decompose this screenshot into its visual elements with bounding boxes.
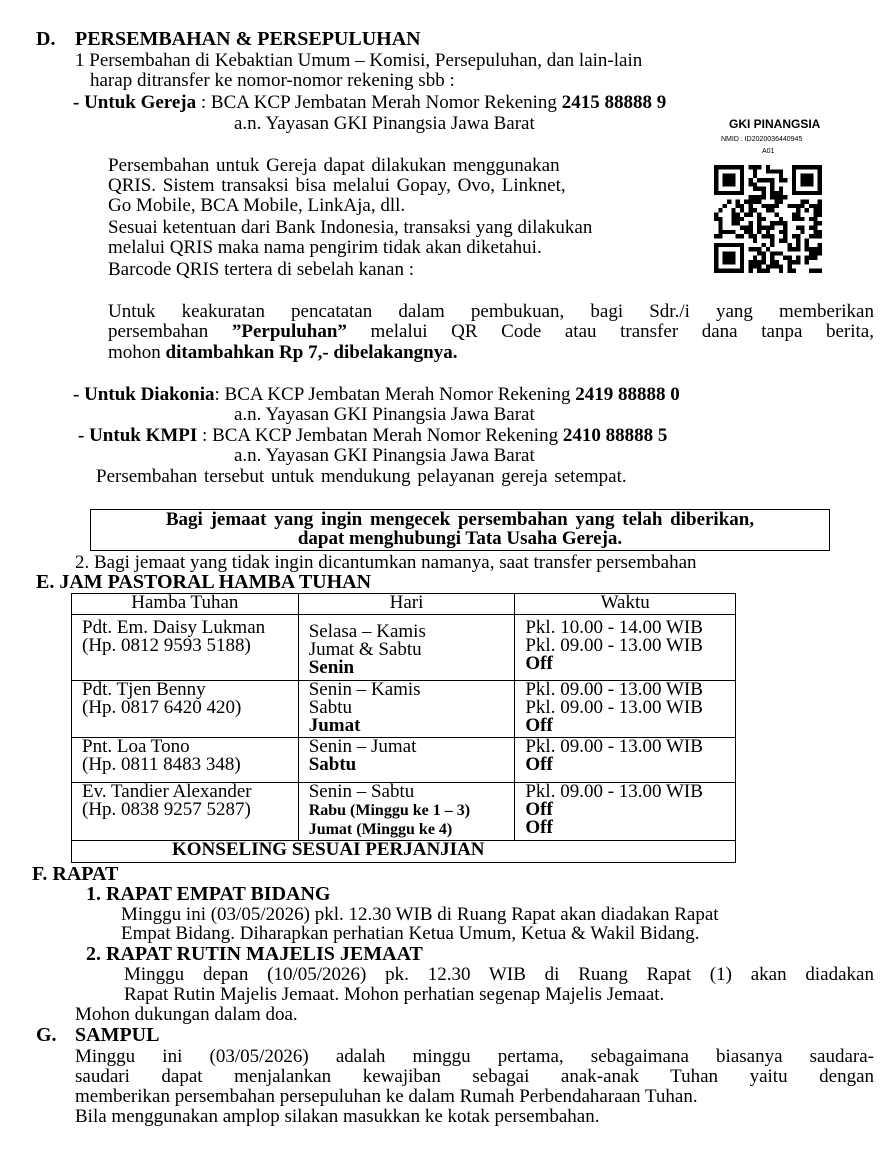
pastor-phone: (Hp. 0838 9257 5287) (82, 799, 251, 820)
point-2-anonymous: 2. Bagi jemaat yang tidak ingin dicantumkan namanya, saat transfer persembahan (75, 552, 697, 573)
pastoral-hours-table (71, 593, 736, 863)
pastor-name: Pdt. Em. Daisy Lukman (82, 617, 266, 638)
sampul-line-1: Minggu ini (03/05/2026) adalah minggu pertama, sebagaimana biasanya saudara- (75, 1046, 874, 1067)
section-f-title: F. RAPAT (32, 863, 119, 885)
day-entry: Sabtu (308, 697, 352, 718)
qris-line-4: Sesuai ketentuan dari Bank Indonesia, transaksi yang dilakukan (108, 217, 593, 238)
times-cell (515, 738, 736, 783)
qr-matrix (707, 165, 829, 273)
day-entry: Jumat & Sabtu (308, 639, 422, 660)
qr-terminal-code: A01 (762, 148, 775, 155)
sampul-line-4: Bila menggunakan amplop silakan masukkan ke kotak persembahan. (75, 1106, 600, 1127)
qris-qr-code (707, 117, 839, 275)
rapat-item-1-line-1: Minggu ini (03/05/2026) pkl. 12.30 WIB di Ruang Rapat akan diadakan Rapat (121, 904, 719, 925)
rapat-item-1-line-2: Empat Bidang. Diharapkan perhatian Ketua Umum, Ketua & Wakil Bidang. (121, 923, 700, 944)
accuracy-line-3 (108, 343, 458, 362)
check-offering-notice (90, 509, 830, 551)
diakonia-account-name: a.n. Yayasan GKI Pinangsia Jawa Barat (234, 404, 535, 425)
table-row (72, 615, 736, 681)
day-entry: Senin (308, 657, 355, 678)
rapat-item-2-line-2: Rapat Rutin Majelis Jemaat. Mohon perhatian segenap Majelis Jemaat. (124, 984, 665, 1005)
pastor-cell (72, 615, 299, 681)
times-cell (515, 783, 736, 841)
kmpi-label: - Untuk KMPI (78, 425, 198, 446)
time-entry: Pkl. 10.00 - 14.00 WIB (525, 617, 703, 638)
day-entry: Jumat (Minggu ke 4) (308, 821, 453, 838)
day-entry: Senin – Kamis (308, 679, 421, 700)
pastor-name: Pnt. Loa Tono (82, 736, 190, 757)
section-g-title: SAMPUL (75, 1024, 160, 1046)
pastor-cell (72, 783, 299, 841)
col-header-hamba: Hamba Tuhan (72, 594, 299, 615)
gereja-text: : BCA KCP Jembatan Merah Nomor Rekening (196, 92, 562, 113)
kmpi-account-line (78, 426, 667, 445)
rapat-item-1-title: 1. RAPAT EMPAT BIDANG (86, 883, 331, 905)
section-d-letter: D. (36, 28, 56, 50)
diakonia-account-line (73, 385, 680, 404)
accuracy-text-a: persembahan (108, 321, 232, 342)
pastor-cell (72, 738, 299, 783)
diakonia-label: - Untuk Diakonia (73, 384, 215, 405)
time-entry: Off (525, 817, 553, 838)
gereja-account-line (73, 93, 666, 112)
qris-line-5: melalui QRIS maka nama pengirim tidak akan diketahui. (108, 237, 542, 258)
perpuluhan-term: ”Perpuluhan” (231, 321, 347, 342)
time-entry: Off (525, 715, 553, 736)
sampul-line-3: memberikan persembahan persepuluhan ke dalam Rumah Perbendaharaan Tuhan. (75, 1086, 698, 1107)
table-row (72, 783, 736, 841)
notice-line-2: dapat menghubungi Tata Usaha Gereja. (297, 528, 623, 549)
day-entry: Senin – Sabtu (308, 781, 415, 802)
qris-line-2: QRIS. Sistem transaksi bisa melalui Gopay, Ovo, Linknet, (108, 175, 566, 196)
table-row (72, 681, 736, 738)
accuracy-mohon: mohon (108, 342, 166, 363)
notice-line-1: Bagi jemaat yang ingin mengecek persembahan yang telah diberikan, (165, 509, 755, 530)
qris-line-3: Go Mobile, BCA Mobile, LinkAja, dll. (108, 195, 406, 216)
accuracy-addition-note: ditambahkan Rp 7,- dibelakangnya. (165, 342, 458, 363)
support-line: Persembahan tersebut untuk mendukung pelayanan gereja setempat. (96, 466, 627, 487)
time-entry: Off (525, 653, 553, 674)
pastor-phone: (Hp. 0812 9593 5188) (82, 635, 251, 656)
qris-line-6: Barcode QRIS tertera di sebelah kanan : (108, 259, 414, 280)
accuracy-line-2 (108, 322, 874, 341)
time-entry: Pkl. 09.00 - 13.00 WIB (525, 679, 703, 700)
section-d-title: PERSEMBAHAN & PERSEPULUHAN (75, 28, 421, 50)
kmpi-account-name: a.n. Yayasan GKI Pinangsia Jawa Barat (234, 445, 535, 466)
rapat-item-2-title: 2. RAPAT RUTIN MAJELIS JEMAAT (86, 943, 423, 965)
pastor-phone: (Hp. 0817 6420 420) (82, 697, 242, 718)
gereja-label: - Untuk Gereja (73, 92, 197, 113)
qris-line-1: Persembahan untuk Gereja dapat dilakukan menggunakan (108, 155, 560, 176)
pastor-phone: (Hp. 0811 8483 348) (82, 754, 241, 775)
accuracy-text-c: melalui QR Code atau transfer dana tanpa berita, (346, 321, 874, 342)
col-header-waktu: Waktu (515, 594, 736, 615)
section-d-intro1: 1 Persembahan di Kebaktian Umum – Komisi, Persepuluhan, dan lain-lain (75, 50, 643, 71)
section-g-letter: G. (36, 1024, 57, 1046)
section-e-title: E. JAM PASTORAL HAMBA TUHAN (36, 571, 372, 593)
time-entry: Pkl. 09.00 - 13.00 WIB (525, 697, 703, 718)
gereja-account-number: 2415 88888 9 (561, 92, 667, 113)
day-entry: Rabu (Minggu ke 1 – 3) (308, 802, 471, 819)
time-entry: Off (525, 754, 553, 775)
accuracy-line-1: Untuk keakuratan pencatatan dalam pembukuan, bagi Sdr./i yang memberikan (108, 301, 874, 322)
rapat-closing: Mohon dukungan dalam doa. (75, 1004, 298, 1025)
time-entry: Pkl. 09.00 - 13.00 WIB (525, 736, 703, 757)
table-row (72, 738, 736, 783)
days-cell (298, 615, 515, 681)
diakonia-account-number: 2419 88888 0 (575, 384, 680, 405)
section-d-intro2: harap ditransfer ke nomor-nomor rekening sbb : (90, 70, 455, 91)
kmpi-account-number: 2410 88888 5 (562, 425, 668, 446)
qr-nmid: NMID : ID2020036440945 (721, 136, 803, 143)
times-cell (515, 681, 736, 738)
sampul-line-2: saudari dapat menjalankan kewajiban sebagai anak-anak Tuhan yaitu dengan (75, 1066, 874, 1087)
table-footer-row (72, 841, 736, 863)
time-entry: Off (525, 799, 553, 820)
day-entry: Senin – Jumat (308, 736, 417, 757)
counseling-note: KONSELING SESUAI PERJANJIAN (72, 841, 736, 863)
day-entry: Jumat (308, 715, 361, 736)
pastor-name: Ev. Tandier Alexander (82, 781, 252, 802)
time-entry: Pkl. 09.00 - 13.00 WIB (525, 635, 703, 656)
day-entry: Sabtu (308, 754, 357, 775)
kmpi-text: : BCA KCP Jembatan Merah Nomor Rekening (197, 425, 563, 446)
days-cell (298, 681, 515, 738)
qr-merchant-name: GKI PINANGSIA (729, 117, 821, 131)
times-cell (515, 615, 736, 681)
time-entry: Pkl. 09.00 - 13.00 WIB (525, 781, 703, 802)
day-entry: Selasa – Kamis (308, 621, 426, 642)
days-cell (298, 738, 515, 783)
rapat-item-2-line-1: Minggu depan (10/05/2026) pk. 12.30 WIB di Ruang Rapat (1) akan diadakan (124, 964, 874, 985)
pastor-name: Pdt. Tjen Benny (82, 679, 206, 700)
gereja-account-name: a.n. Yayasan GKI Pinangsia Jawa Barat (234, 113, 535, 134)
col-header-hari: Hari (298, 594, 515, 615)
pastor-cell (72, 681, 299, 738)
table-header-row (72, 594, 736, 615)
diakonia-text: : BCA KCP Jembatan Merah Nomor Rekening (214, 384, 576, 405)
days-cell (298, 783, 515, 841)
